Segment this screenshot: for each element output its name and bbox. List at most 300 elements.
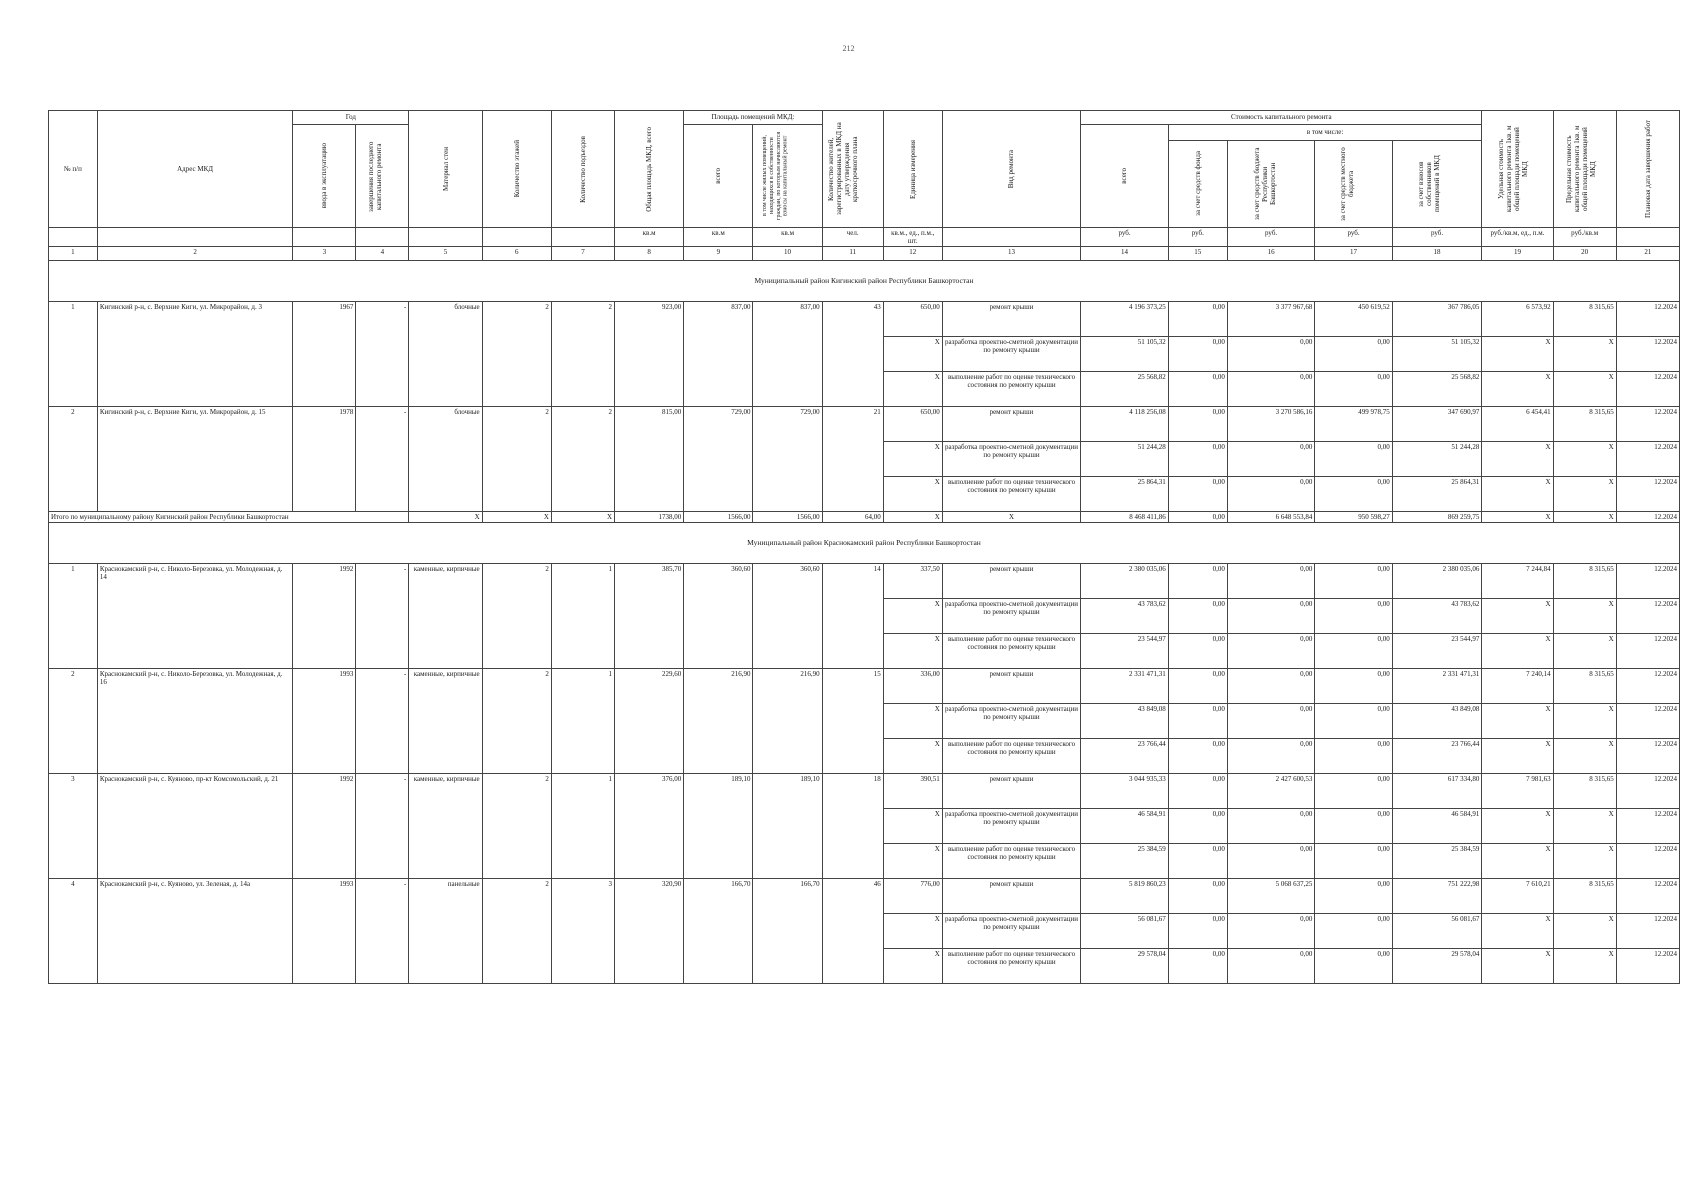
- cost-republic: 0,00: [1227, 809, 1315, 844]
- max-cost: X: [1553, 914, 1616, 949]
- col-year-commission-header: ввода в эксплуатацию: [293, 125, 356, 228]
- area-paying: 729,00: [753, 407, 822, 512]
- building-num: 4: [49, 879, 98, 984]
- deadline: 12.2024: [1616, 564, 1679, 599]
- area-all: 729,00: [684, 407, 753, 512]
- column-number-cell: 1: [49, 247, 98, 261]
- column-number-cell: 2: [97, 247, 292, 261]
- unit-value: 337,50: [883, 564, 942, 599]
- col-incl-header: в том числе:: [1168, 125, 1482, 141]
- year-last-repair: -: [356, 669, 409, 774]
- repair-type: ремонт крыши: [942, 302, 1080, 337]
- specific-cost: X: [1482, 809, 1553, 844]
- cost-republic: 2 427 600,53: [1227, 774, 1315, 809]
- max-cost: X: [1553, 442, 1616, 477]
- specific-cost: X: [1482, 739, 1553, 774]
- cost-fund: 0,00: [1168, 739, 1227, 774]
- cost-fund: 0,00: [1168, 599, 1227, 634]
- year-commission: 1967: [293, 302, 356, 407]
- unit-cell: руб.: [1227, 228, 1315, 247]
- total-c12: X: [883, 512, 942, 523]
- col-year-last-repair-header: завершения последнего капитального ремонта: [356, 125, 409, 228]
- repair-type: выполнение работ по оценке технического состояния по ремонту крыши: [942, 949, 1080, 984]
- unit-value: 650,00: [883, 302, 942, 337]
- cost-total: 51 105,32: [1081, 337, 1169, 372]
- floors: 2: [482, 302, 551, 407]
- building-address: Краснокамский р-н, с. Николо-Березовка, ул. Молодежная, д. 16: [97, 669, 292, 774]
- wall-material: блочные: [409, 302, 482, 407]
- unit-cell: [482, 228, 551, 247]
- unit-cell: [293, 228, 356, 247]
- unit-value: X: [883, 809, 942, 844]
- col-area-group-header: Площадь помещений МКД:: [684, 111, 822, 125]
- building-address: Краснокамский р-н, с. Куяново, пр-кт Комсомольский, д. 21: [97, 774, 292, 879]
- unit-value: X: [883, 599, 942, 634]
- column-number-cell: 16: [1227, 247, 1315, 261]
- cost-total: 29 578,04: [1081, 949, 1169, 984]
- cost-republic: 0,00: [1227, 914, 1315, 949]
- unit-value: X: [883, 949, 942, 984]
- total-c7: X: [551, 512, 614, 523]
- cost-fund: 0,00: [1168, 442, 1227, 477]
- repair-type: выполнение работ по оценке технического состояния по ремонту крыши: [942, 634, 1080, 669]
- cost-fund: 0,00: [1168, 704, 1227, 739]
- col-entrances-header: Количество подъездов: [551, 111, 614, 228]
- floors: 2: [482, 564, 551, 669]
- cost-owners: 367 786,05: [1392, 302, 1482, 337]
- col-max-cost-header: Предельная стоимость капитального ремонта 1кв. м общей площади помещений МКД: [1553, 111, 1616, 228]
- cost-total: 23 544,97: [1081, 634, 1169, 669]
- column-number-cell: 12: [883, 247, 942, 261]
- table-row: [49, 669, 1680, 704]
- unit-cell: [1616, 228, 1679, 247]
- total-c13: X: [942, 512, 1080, 523]
- repair-type: разработка проектно-сметной документации по ремонту крыши: [942, 337, 1080, 372]
- col-cost-republic-header: за счет средств бюджета Республики Башкортостан: [1227, 140, 1315, 227]
- repair-type: выполнение работ по оценке технического состояния по ремонту крыши: [942, 844, 1080, 879]
- building-num: 1: [49, 564, 98, 669]
- specific-cost: 7 244,84: [1482, 564, 1553, 599]
- cost-fund: 0,00: [1168, 879, 1227, 914]
- units-row: [49, 228, 1680, 247]
- deadline: 12.2024: [1616, 337, 1679, 372]
- floors: 2: [482, 774, 551, 879]
- repair-type: ремонт крыши: [942, 407, 1080, 442]
- max-cost: X: [1553, 739, 1616, 774]
- unit-value: X: [883, 704, 942, 739]
- cost-local: 0,00: [1315, 774, 1392, 809]
- residents: 15: [822, 669, 883, 774]
- unit-cell: кв.м., ед., п.м., шт.: [883, 228, 942, 247]
- max-cost: 8 315,65: [1553, 879, 1616, 914]
- cost-local: 0,00: [1315, 844, 1392, 879]
- cost-fund: 0,00: [1168, 564, 1227, 599]
- max-cost: X: [1553, 599, 1616, 634]
- building-num: 1: [49, 302, 98, 407]
- cost-local: 0,00: [1315, 372, 1392, 407]
- entrances: 2: [551, 407, 614, 512]
- repair-type: разработка проектно-сметной документации по ремонту крыши: [942, 704, 1080, 739]
- deadline: 12.2024: [1616, 634, 1679, 669]
- cost-fund: 0,00: [1168, 634, 1227, 669]
- col-cost-group-header: Стоимость капитального ремонта: [1081, 111, 1482, 125]
- repair-type: ремонт крыши: [942, 879, 1080, 914]
- cost-local: 0,00: [1315, 442, 1392, 477]
- column-number-cell: 9: [684, 247, 753, 261]
- cost-republic: 0,00: [1227, 739, 1315, 774]
- table-row: [49, 407, 1680, 442]
- unit-value: X: [883, 477, 942, 512]
- col-num-header: № п/п: [49, 111, 98, 228]
- total-c11: 64,00: [822, 512, 883, 523]
- unit-value: X: [883, 634, 942, 669]
- total-c9: 1566,00: [684, 512, 753, 523]
- col-cost-fund-header: за счет средств фонда: [1168, 140, 1227, 227]
- column-number-cell: 15: [1168, 247, 1227, 261]
- specific-cost: X: [1482, 442, 1553, 477]
- repair-type: выполнение работ по оценке технического состояния по ремонту крыши: [942, 372, 1080, 407]
- repair-type: выполнение работ по оценке технического состояния по ремонту крыши: [942, 477, 1080, 512]
- cost-total: 43 783,62: [1081, 599, 1169, 634]
- total-c5: X: [409, 512, 482, 523]
- total-c19: X: [1482, 512, 1553, 523]
- building-address: Краснокамский р-н, с. Куяново, ул. Зеленая, д. 14а: [97, 879, 292, 984]
- max-cost: X: [1553, 634, 1616, 669]
- entrances: 2: [551, 302, 614, 407]
- max-cost: 8 315,65: [1553, 302, 1616, 337]
- cost-owners: 56 081,67: [1392, 914, 1482, 949]
- specific-cost: 6 573,92: [1482, 302, 1553, 337]
- area-paying: 216,90: [753, 669, 822, 774]
- cost-republic: 0,00: [1227, 477, 1315, 512]
- column-number-cell: 5: [409, 247, 482, 261]
- column-number-cell: 3: [293, 247, 356, 261]
- cost-owners: 2 331 471,31: [1392, 669, 1482, 704]
- max-cost: X: [1553, 337, 1616, 372]
- specific-cost: X: [1482, 599, 1553, 634]
- max-cost: X: [1553, 949, 1616, 984]
- cost-republic: 0,00: [1227, 704, 1315, 739]
- unit-cell: [356, 228, 409, 247]
- total-c15: 0,00: [1168, 512, 1227, 523]
- floors: 2: [482, 669, 551, 774]
- unit-cell: [942, 228, 1080, 247]
- floors: 2: [482, 879, 551, 984]
- cost-total: 43 849,08: [1081, 704, 1169, 739]
- table-row: [49, 774, 1680, 809]
- column-number-cell: 7: [551, 247, 614, 261]
- area-all: 216,90: [684, 669, 753, 774]
- deadline: 12.2024: [1616, 914, 1679, 949]
- cost-total: 56 081,67: [1081, 914, 1169, 949]
- unit-cell: руб.: [1315, 228, 1392, 247]
- year-last-repair: -: [356, 407, 409, 512]
- col-area-paying-header: в том числе жилых помещений, находящихся в собственности граждан, по которым начисляются взносы на капитальный ремонт: [753, 125, 822, 228]
- unit-value: X: [883, 739, 942, 774]
- col-material-header: Материал стен: [409, 111, 482, 228]
- cost-fund: 0,00: [1168, 302, 1227, 337]
- cost-owners: 51 105,32: [1392, 337, 1482, 372]
- unit-cell: кв.м: [615, 228, 684, 247]
- deadline: 12.2024: [1616, 774, 1679, 809]
- wall-material: каменные, кирпичные: [409, 564, 482, 669]
- table-row: [49, 879, 1680, 914]
- cost-fund: 0,00: [1168, 477, 1227, 512]
- specific-cost: 7 981,63: [1482, 774, 1553, 809]
- unit-value: 336,00: [883, 669, 942, 704]
- building-address: Кигинский р-н, с. Верхние Киги, ул. Микрорайон, д. 15: [97, 407, 292, 512]
- deadline: 12.2024: [1616, 809, 1679, 844]
- cost-republic: 3 377 967,68: [1227, 302, 1315, 337]
- total-c6: X: [482, 512, 551, 523]
- entrances: 1: [551, 774, 614, 879]
- max-cost: X: [1553, 844, 1616, 879]
- specific-cost: 6 454,41: [1482, 407, 1553, 442]
- building-num: 3: [49, 774, 98, 879]
- cost-owners: 43 849,08: [1392, 704, 1482, 739]
- unit-cell: [49, 228, 98, 247]
- cost-local: 0,00: [1315, 599, 1392, 634]
- year-last-repair: -: [356, 564, 409, 669]
- repair-type: выполнение работ по оценке технического состояния по ремонту крыши: [942, 739, 1080, 774]
- wall-material: блочные: [409, 407, 482, 512]
- cost-fund: 0,00: [1168, 914, 1227, 949]
- cost-republic: 5 068 637,25: [1227, 879, 1315, 914]
- floors: 2: [482, 407, 551, 512]
- specific-cost: X: [1482, 949, 1553, 984]
- cost-local: 0,00: [1315, 669, 1392, 704]
- cost-local: 0,00: [1315, 564, 1392, 599]
- cost-owners: 23 766,44: [1392, 739, 1482, 774]
- deadline: 12.2024: [1616, 704, 1679, 739]
- cost-owners: 347 690,97: [1392, 407, 1482, 442]
- area-paying: 189,10: [753, 774, 822, 879]
- total-c18: 869 259,75: [1392, 512, 1482, 523]
- col-deadline-header: Плановая дата завершения работ: [1616, 111, 1679, 228]
- building-num: 2: [49, 669, 98, 774]
- column-number-cell: 14: [1081, 247, 1169, 261]
- cost-total: 51 244,28: [1081, 442, 1169, 477]
- cost-republic: 3 270 586,16: [1227, 407, 1315, 442]
- area-all: 837,00: [684, 302, 753, 407]
- deadline: 12.2024: [1616, 879, 1679, 914]
- column-number-cell: 19: [1482, 247, 1553, 261]
- cost-total: 5 819 860,23: [1081, 879, 1169, 914]
- max-cost: X: [1553, 704, 1616, 739]
- unit-cell: кв.м: [753, 228, 822, 247]
- year-last-repair: -: [356, 302, 409, 407]
- unit-value: 650,00: [883, 407, 942, 442]
- cost-local: 0,00: [1315, 879, 1392, 914]
- unit-cell: кв.м: [684, 228, 753, 247]
- total-c21: 12.2024: [1616, 512, 1679, 523]
- deadline: 12.2024: [1616, 599, 1679, 634]
- section-title: Муниципальный район Краснокамский район Республики Башкортостан: [49, 523, 1680, 564]
- unit-value: 776,00: [883, 879, 942, 914]
- specific-cost: X: [1482, 477, 1553, 512]
- building-address: Кигинский р-н, с. Верхние Киги, ул. Микрорайон, д. 3: [97, 302, 292, 407]
- cost-owners: 25 568,82: [1392, 372, 1482, 407]
- cost-total: 25 864,31: [1081, 477, 1169, 512]
- repair-type: ремонт крыши: [942, 564, 1080, 599]
- table-body: [49, 261, 1680, 984]
- year-commission: 1978: [293, 407, 356, 512]
- repair-type: ремонт крыши: [942, 669, 1080, 704]
- cost-local: 450 619,52: [1315, 302, 1392, 337]
- deadline: 12.2024: [1616, 407, 1679, 442]
- col-repair-type-header: Вид ремонта: [942, 111, 1080, 228]
- cost-total: 46 584,91: [1081, 809, 1169, 844]
- specific-cost: X: [1482, 704, 1553, 739]
- total-area: 385,70: [615, 564, 684, 669]
- cost-owners: 617 334,80: [1392, 774, 1482, 809]
- total-c20: X: [1553, 512, 1616, 523]
- column-number-cell: 10: [753, 247, 822, 261]
- max-cost: 8 315,65: [1553, 774, 1616, 809]
- deadline: 12.2024: [1616, 477, 1679, 512]
- total-c17: 950 598,27: [1315, 512, 1392, 523]
- repair-type: ремонт крыши: [942, 774, 1080, 809]
- year-last-repair: -: [356, 879, 409, 984]
- year-commission: 1992: [293, 774, 356, 879]
- cost-total: 2 380 035,06: [1081, 564, 1169, 599]
- year-commission: 1992: [293, 564, 356, 669]
- unit-cell: чел.: [822, 228, 883, 247]
- cost-republic: 0,00: [1227, 669, 1315, 704]
- total-area: 320,90: [615, 879, 684, 984]
- cost-owners: 25 384,59: [1392, 844, 1482, 879]
- cost-owners: 43 783,62: [1392, 599, 1482, 634]
- unit-value: X: [883, 844, 942, 879]
- section-total-row: [49, 512, 1680, 523]
- specific-cost: X: [1482, 844, 1553, 879]
- column-number-cell: 8: [615, 247, 684, 261]
- cost-republic: 0,00: [1227, 949, 1315, 984]
- residents: 18: [822, 774, 883, 879]
- cost-total: 4 118 256,08: [1081, 407, 1169, 442]
- column-number-cell: 6: [482, 247, 551, 261]
- col-address-header: Адрес МКД: [97, 111, 292, 228]
- max-cost: 8 315,65: [1553, 407, 1616, 442]
- page-number: 212: [842, 44, 855, 53]
- entrances: 1: [551, 564, 614, 669]
- cost-total: 4 196 373,25: [1081, 302, 1169, 337]
- unit-cell: руб.: [1081, 228, 1169, 247]
- col-year-group-header: Год: [293, 111, 409, 125]
- deadline: 12.2024: [1616, 372, 1679, 407]
- section-title-row: [49, 261, 1680, 302]
- unit-value: X: [883, 372, 942, 407]
- cost-republic: 0,00: [1227, 442, 1315, 477]
- max-cost: 8 315,65: [1553, 669, 1616, 704]
- wall-material: панельные: [409, 879, 482, 984]
- column-number-cell: 13: [942, 247, 1080, 261]
- specific-cost: X: [1482, 337, 1553, 372]
- area-all: 189,10: [684, 774, 753, 879]
- residents: 46: [822, 879, 883, 984]
- deadline: 12.2024: [1616, 442, 1679, 477]
- total-c16: 6 648 553,84: [1227, 512, 1315, 523]
- col-floors-header: Количество этажей: [482, 111, 551, 228]
- column-numbers-row: [49, 247, 1680, 261]
- specific-cost: 7 610,21: [1482, 879, 1553, 914]
- cost-fund: 0,00: [1168, 774, 1227, 809]
- repair-type: разработка проектно-сметной документации по ремонту крыши: [942, 599, 1080, 634]
- col-cost-total-header: всего: [1081, 125, 1169, 228]
- cost-local: 0,00: [1315, 477, 1392, 512]
- cost-republic: 0,00: [1227, 599, 1315, 634]
- total-area: 815,00: [615, 407, 684, 512]
- unit-cell: руб.: [1392, 228, 1482, 247]
- unit-cell: [551, 228, 614, 247]
- specific-cost: X: [1482, 634, 1553, 669]
- area-paying: 360,60: [753, 564, 822, 669]
- deadline: 12.2024: [1616, 949, 1679, 984]
- cost-fund: 0,00: [1168, 844, 1227, 879]
- unit-value: 390,51: [883, 774, 942, 809]
- cost-total: 2 331 471,31: [1081, 669, 1169, 704]
- deadline: 12.2024: [1616, 669, 1679, 704]
- specific-cost: 7 240,14: [1482, 669, 1553, 704]
- residents: 43: [822, 302, 883, 407]
- col-unit-header: Единица измерения: [883, 111, 942, 228]
- repair-type: разработка проектно-сметной документации по ремонту крыши: [942, 809, 1080, 844]
- area-all: 166,70: [684, 879, 753, 984]
- total-c10: 1566,00: [753, 512, 822, 523]
- cost-fund: 0,00: [1168, 372, 1227, 407]
- area-paying: 837,00: [753, 302, 822, 407]
- wall-material: каменные, кирпичные: [409, 669, 482, 774]
- unit-value: X: [883, 442, 942, 477]
- cost-republic: 0,00: [1227, 844, 1315, 879]
- unit-cell: руб./кв.м, ед., п.м.: [1482, 228, 1553, 247]
- cost-owners: 25 864,31: [1392, 477, 1482, 512]
- column-number-cell: 18: [1392, 247, 1482, 261]
- total-c8: 1738,00: [615, 512, 684, 523]
- table-row: [49, 302, 1680, 337]
- deadline: 12.2024: [1616, 739, 1679, 774]
- cost-local: 0,00: [1315, 337, 1392, 372]
- repair-type: разработка проектно-сметной документации по ремонту крыши: [942, 914, 1080, 949]
- col-cost-local-header: за счет средств местного бюджета: [1315, 140, 1392, 227]
- col-area-all-header: всего: [684, 125, 753, 228]
- column-number-cell: 11: [822, 247, 883, 261]
- unit-cell: [409, 228, 482, 247]
- cost-local: 0,00: [1315, 739, 1392, 774]
- cost-owners: 23 544,97: [1392, 634, 1482, 669]
- cost-total: 23 766,44: [1081, 739, 1169, 774]
- specific-cost: X: [1482, 372, 1553, 407]
- section-total-label: Итого по муниципальному району Кигинский район Республики Башкортостан: [49, 512, 409, 523]
- cost-fund: 0,00: [1168, 809, 1227, 844]
- table-row: [49, 564, 1680, 599]
- cost-local: 0,00: [1315, 809, 1392, 844]
- column-number-cell: 4: [356, 247, 409, 261]
- residents: 21: [822, 407, 883, 512]
- section-title: Муниципальный район Кигинский район Республики Башкортостан: [49, 261, 1680, 302]
- unit-cell: руб./кв.м: [1553, 228, 1616, 247]
- cost-owners: 51 244,28: [1392, 442, 1482, 477]
- total-area: 229,60: [615, 669, 684, 774]
- residents: 14: [822, 564, 883, 669]
- cost-total: 25 384,59: [1081, 844, 1169, 879]
- cost-fund: 0,00: [1168, 337, 1227, 372]
- cost-owners: 2 380 035,06: [1392, 564, 1482, 599]
- building-num: 2: [49, 407, 98, 512]
- table-header: [49, 111, 1680, 261]
- entrances: 1: [551, 669, 614, 774]
- cost-local: 0,00: [1315, 949, 1392, 984]
